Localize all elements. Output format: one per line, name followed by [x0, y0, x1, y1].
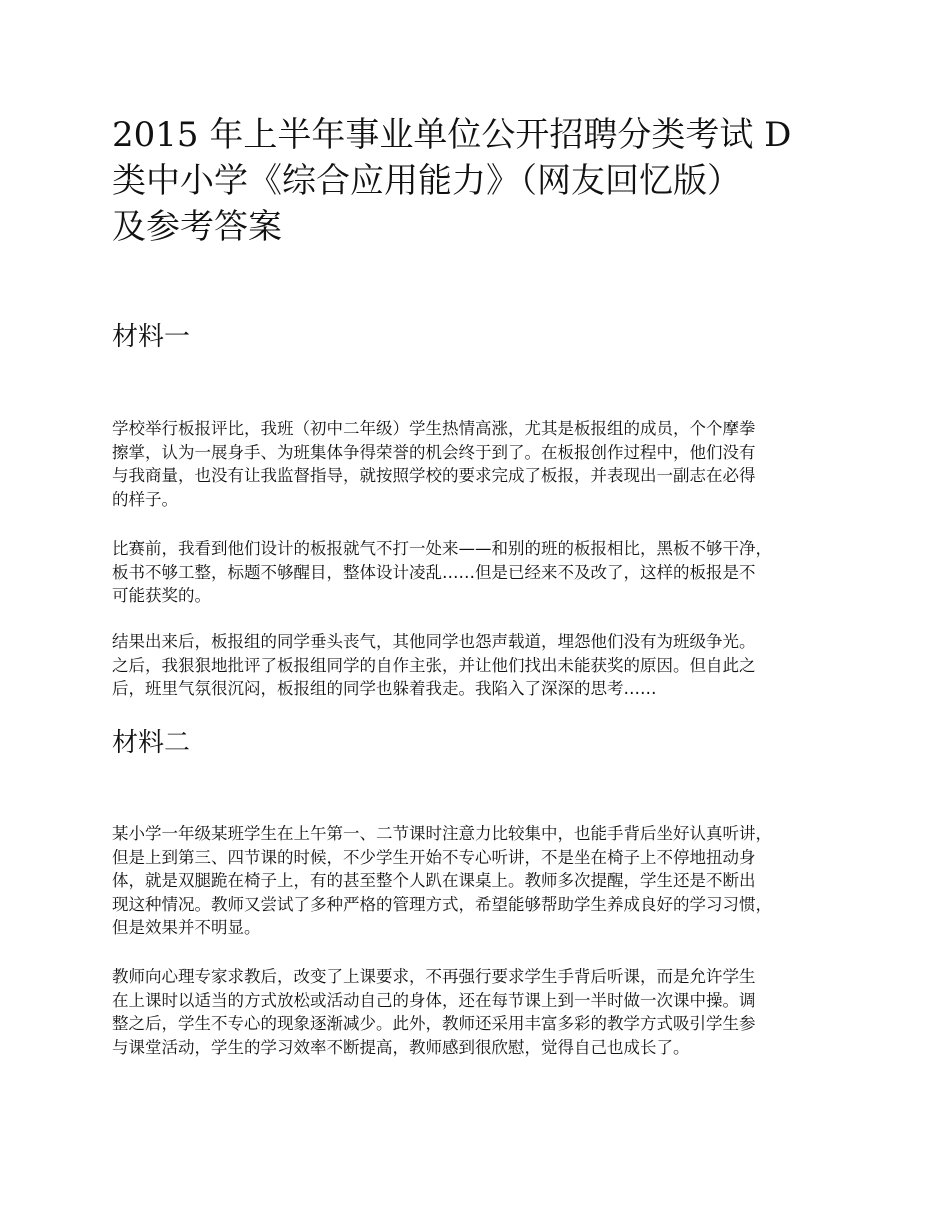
paragraph-line: 的样子。 — [112, 489, 178, 509]
paragraph — [112, 417, 852, 511]
title-line-1 — [112, 112, 852, 158]
paragraph-line: 后，班里气氛很沉闷，板报组的同学也躲着我走。我陷入了深深的思考…… — [112, 679, 657, 698]
title-line-3: 及参考答案 — [112, 207, 282, 247]
title-text: 年上半年事业单位公开招聘分类考试 — [198, 115, 765, 155]
paragraph — [112, 630, 852, 701]
paragraph-line: 与我商量，也没有让我监督指导，就按照学校的要求完成了板报，并表现出一副志在必得 — [112, 466, 756, 485]
paragraph-line: 整之后，学生不专心的现象逐渐减少。此外，教师还采用丰富多彩的教学方式吸引学生参 — [112, 1014, 756, 1033]
paragraph — [112, 537, 852, 608]
document-title — [112, 112, 852, 250]
section-heading-material-2: 材料二 — [112, 728, 191, 758]
paragraph-line: 之后，我狠狠地批评了板报组同学的自作主张，并让他们找出未能获奖的原因。但自此之 — [112, 655, 756, 675]
paragraph-line: 结果出来后，板报组的同学垂头丧气，其他同学也怨声载道，埋怨他们没有为班级争光。 — [112, 632, 756, 651]
title-suffix: D — [764, 115, 792, 155]
title-line-2: 类中小学《综合应用能力》（网友回忆版） — [112, 161, 741, 201]
paragraph-line: 在上课时以适当的方式放松或活动自己的身体，还在每节课上到一半时做一次课中操。调 — [112, 990, 756, 1010]
paragraph-line: 现这种情况。教师又尝试了多种严格的管理方式，希望能够帮助学生养成良好的学习习惯， — [112, 894, 772, 914]
paragraph — [112, 822, 852, 940]
paragraph-line: 但是效果并不明显。 — [112, 918, 261, 937]
paragraph-line: 某小学一年级某班学生在上午第一、二节课时注意力比较集中，也能手背后坐好认真听讲， — [112, 824, 772, 843]
paragraph-line: 板书不够工整，标题不够醒目，整体设计凌乱……但是已经来不及改了，这样的板报是不 — [112, 562, 756, 582]
paragraph-line: 体，就是双腿跪在椅子上，有的甚至整个人趴在课桌上。教师多次提醒，学生还是不断出 — [112, 871, 756, 890]
title-year: 2015 — [112, 115, 199, 155]
paragraph-line: 学校举行板报评比，我班（初中二年级）学生热情高涨，尤其是板报组的成员，个个摩拳 — [112, 419, 756, 438]
section-heading-material-1: 材料一 — [112, 322, 191, 352]
paragraph-line: 比赛前，我看到他们设计的板报就气不打一处来——和别的班的板报相比，黑板不够干净， — [112, 539, 772, 558]
paragraph-line: 擦掌，认为一展身手、为班集体争得荣誉的机会终于到了。在板报创作过程中，他们没有 — [112, 442, 756, 462]
paragraph — [112, 965, 852, 1059]
paragraph-line: 但是上到第三、四节课的时候，不少学生开始不专心听讲，不是坐在椅子上不停地扭动身 — [112, 847, 756, 867]
paragraph-line: 教师向心理专家求教后，改变了上课要求，不再强行要求学生手背后听课，而是允许学生 — [112, 967, 756, 986]
paragraph-line: 与课堂活动，学生的学习效率不断提高，教师感到很欣慰，觉得自己也成长了。 — [112, 1037, 690, 1057]
paragraph-line: 可能获奖的。 — [112, 586, 211, 605]
